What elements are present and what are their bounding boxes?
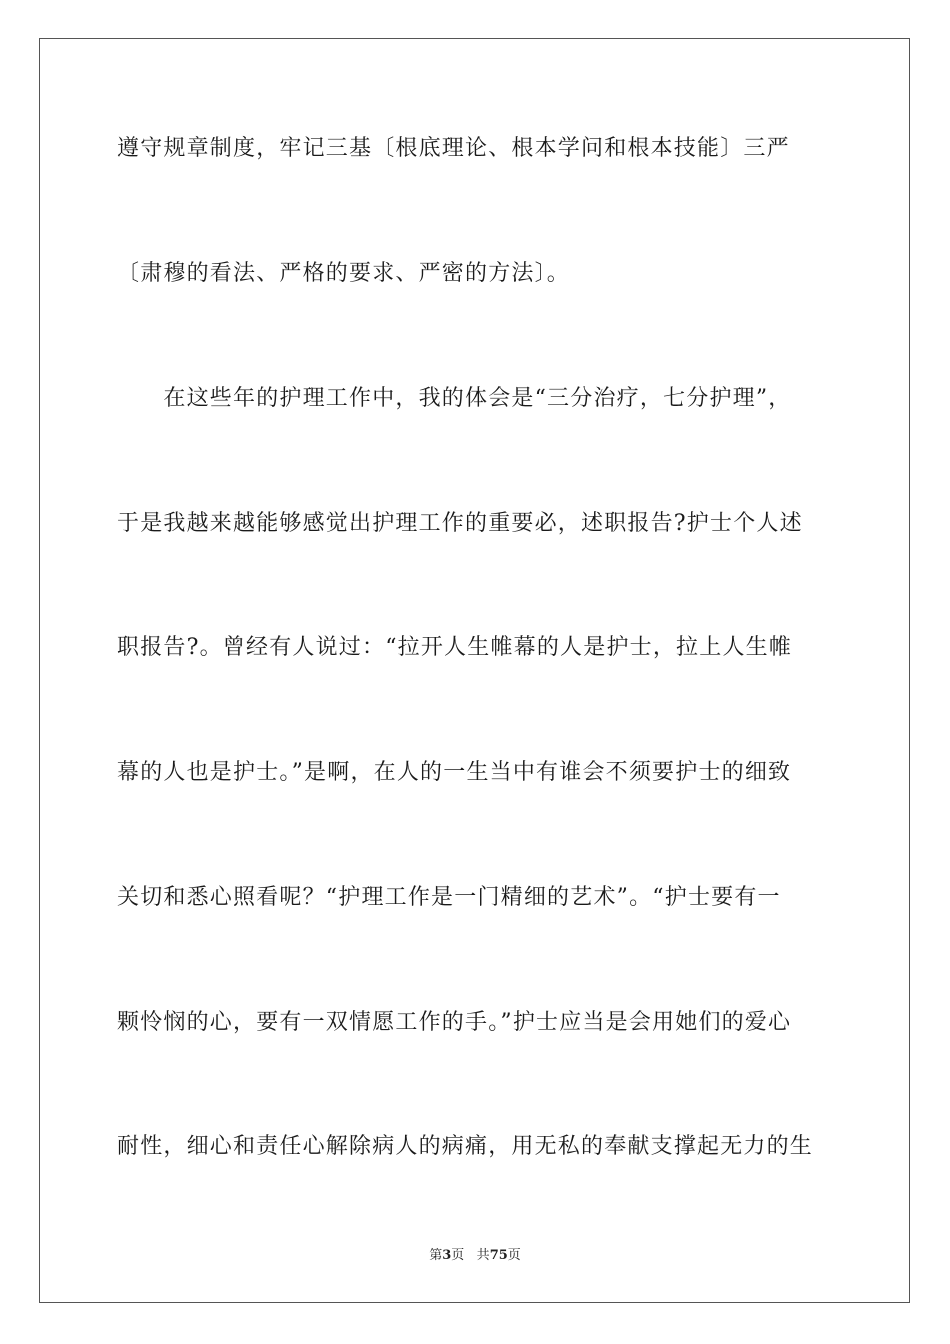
body-text-line: 关切和悉心照看呢？“护理工作是一门精细的艺术”。“护士要有一 bbox=[117, 885, 781, 910]
body-text-line: 〔肃穆的看法、严格的要求、严密的方法〕。 bbox=[117, 261, 571, 286]
total-prefix: 共 bbox=[476, 1248, 490, 1263]
body-text-line: 幕的人也是护士。”是啊，在人的一生当中有谁会不须要护士的细致 bbox=[117, 760, 792, 785]
body-text-line: 于是我越来越能够感觉出护理工作的重要必，述职报告?护士个人述 bbox=[117, 511, 803, 536]
page-prefix: 第 bbox=[429, 1248, 443, 1263]
page-number-current: 3 bbox=[442, 1248, 452, 1263]
body-text-line: 颗怜悯的心，要有一双情愿工作的手。”护士应当是会用她们的爱心 bbox=[117, 1010, 792, 1035]
page-border bbox=[39, 38, 910, 1303]
body-text-line: 职报告?。曾经有人说过：“拉开人生帷幕的人是护士，拉上人生帷 bbox=[117, 635, 793, 660]
page-footer bbox=[0, 1247, 950, 1265]
body-text-line: 耐性，细心和责任心解除病人的病痛，用无私的奉献支撑起无力的生 bbox=[117, 1134, 814, 1159]
total-suffix: 页 bbox=[507, 1248, 521, 1263]
page-number-total: 75 bbox=[489, 1248, 508, 1263]
body-text-line: 在这些年的护理工作中，我的体会是“三分治疗，七分护理”， bbox=[117, 386, 792, 411]
body-text-line: 遵守规章制度，牢记三基〔根底理论、根本学问和根本技能〕三严 bbox=[117, 136, 790, 161]
page-suffix: 页 bbox=[451, 1248, 465, 1263]
